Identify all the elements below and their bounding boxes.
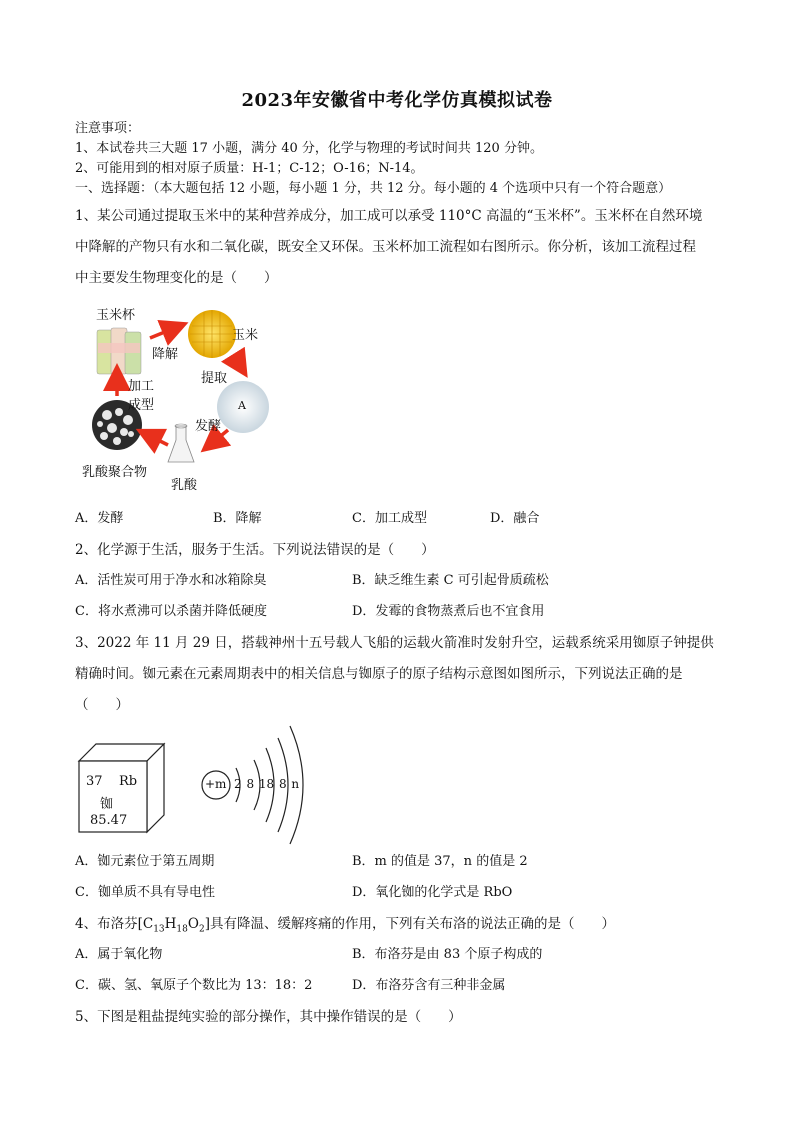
- q3-option-a: A．铷元素位于第五周期: [75, 854, 215, 869]
- formula-sub-c: 13: [153, 924, 165, 935]
- q3-option-d: D．氧化铷的化学式是 RbO: [352, 885, 513, 900]
- element-number: 37: [86, 774, 103, 789]
- q1-option-d: D．融合: [490, 511, 540, 526]
- q4-option-c: C．碳、氢、氧原子个数比为 13：18：2: [75, 978, 313, 993]
- q3-option-c: C．铷单质不具有导电性: [75, 885, 215, 900]
- q4-stem-post: ]具有降温、缓解疼痛的作用，下列有关布洛的说法正确的是（ ）: [204, 916, 615, 932]
- label-corn: 玉米: [232, 328, 259, 343]
- label-polymer: 乳酸聚合物: [82, 465, 148, 480]
- q1-stem-line3: 中主要发生物理变化的是（ ）: [75, 270, 278, 286]
- formula-h: H: [164, 916, 177, 932]
- q4-option-b: B．布洛芬是由 83 个原子构成的: [352, 947, 543, 962]
- page-title: 2023年安徽省中考化学仿真模拟试卷: [241, 90, 553, 111]
- q5-stem: 5、下图是粗盐提纯实验的部分操作，其中操作错误的是（ ）: [75, 1009, 462, 1025]
- element-mass: 85.47: [90, 813, 128, 828]
- q2-option-b: B．缺乏维生素 C 可引起骨质疏松: [352, 573, 549, 588]
- formula-sub-o: 2: [198, 924, 205, 935]
- q1-stem-line2: 中降解的产物只有水和二氧化碳，既安全又环保。玉米杯加工流程如右图所示。你分析，该加工流程过程: [75, 239, 696, 255]
- q1-option-a: A．发酵: [75, 511, 124, 526]
- q4-stem: [75, 915, 615, 939]
- q3-option-b: B．m 的值是 37，n 的值是 2: [352, 854, 528, 869]
- q2-stem: 2、化学源于生活，服务于生活。下列说法错误的是（ ）: [75, 542, 435, 558]
- q1-option-b: B．降解: [213, 511, 262, 526]
- label-process-2: 成型: [128, 398, 155, 413]
- label-degrade: 降解: [152, 347, 179, 362]
- q2-option-c: C．将水煮沸可以杀菌并降低硬度: [75, 604, 267, 619]
- electron-shells: 2 8 18 8 n: [234, 777, 300, 791]
- section-heading: 一、选择题：（本大题包括 12 小题，每小题 1 分，共 12 分。每小题的 4 个选项中只有一个符合题意）: [75, 181, 672, 196]
- note-2: 2、可能用到的相对原子质量：H-1；C-12；O-16；N-14。: [75, 161, 424, 176]
- label-process-1: 加工: [128, 379, 155, 394]
- q2-option-d: D．发霉的食物蒸煮后也不宜食用: [352, 604, 545, 619]
- q4-stem-pre: 4、布洛芬[C: [75, 916, 154, 932]
- formula-o: O: [187, 916, 199, 932]
- label-corn-cup: 玉米杯: [96, 308, 136, 323]
- element-name: 铷: [100, 797, 114, 812]
- label-a: A: [238, 399, 246, 412]
- label-ferment: 发酵: [195, 419, 222, 434]
- q1-option-c: C．加工成型: [352, 511, 427, 526]
- q3-stem-line2: 精确时间。铷元素在元素周期表中的相关信息与铷原子的原子结构示意图如图所示，下列说法正确的是: [75, 666, 683, 682]
- q2-option-a: A．活性炭可用于净水和冰箱除臭: [75, 573, 267, 588]
- nucleus-charge: +m: [205, 777, 227, 791]
- notes-header: 注意事项：: [75, 121, 141, 136]
- label-lactic: 乳酸: [171, 478, 198, 493]
- q3-stem-line1: 3、2022 年 11 月 29 日，搭载神州十五号载人飞船的运载火箭准时发射升空，运载系统采用铷原子钟提供: [75, 635, 714, 651]
- element-symbol: Rb: [119, 774, 138, 789]
- label-extract: 提取: [201, 371, 228, 386]
- q4-option-d: D．布洛芬含有三种非金属: [352, 978, 506, 993]
- q3-stem-line3: （ ）: [75, 697, 129, 713]
- note-1: 1、本试卷共三大题 17 小题，满分 40 分，化学与物理的考试时间共 120 分钟。: [75, 141, 543, 156]
- q4-option-a: A．属于氧化物: [75, 947, 163, 962]
- q1-stem-line1: 1、某公司通过提取玉米中的某种营养成分，加工成可以承受 110°C 高温的“玉米杯”。玉米杯在自然环境: [75, 208, 703, 224]
- formula-sub-h: 18: [176, 924, 188, 935]
